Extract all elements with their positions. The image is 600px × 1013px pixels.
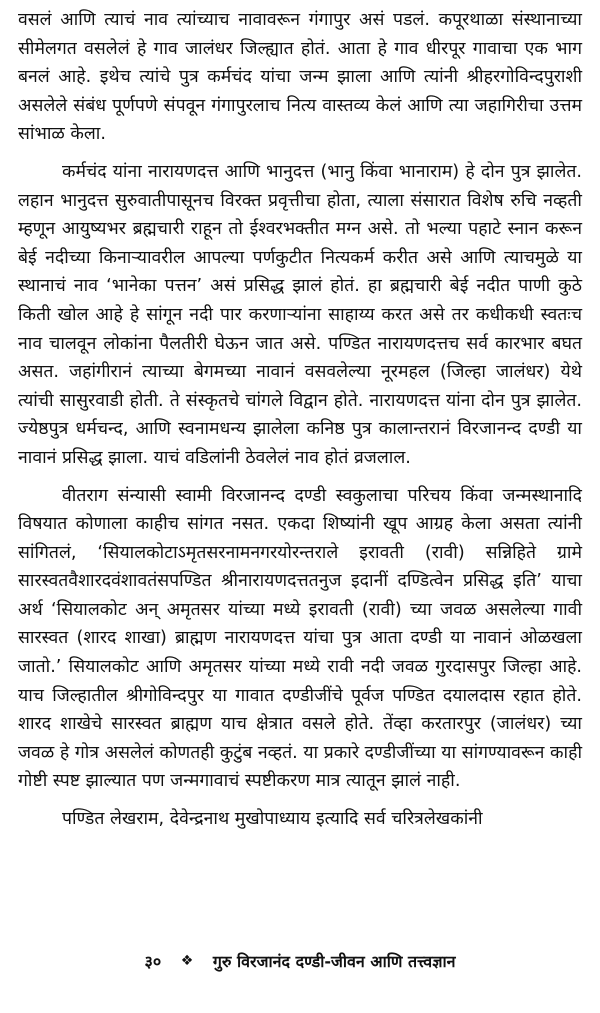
running-title: गुरु विरजानंद दण्डी-जीवन आणि तत्त्वज्ञान <box>212 952 456 971</box>
paragraph-virajanand-origin: वीतराग संन्यासी स्वामी विरजानन्द दण्डी स्वकुलाचा परिचय किंवा जन्मस्थानादि विषयात कोणाला काहीच सांगत नसत. एकदा शिष्यांनी खूप आग्रह केला असता त्यांनी सांगितलं, ‘सियालकोटाऽमृतसरनामनगरयोरन्तराले इरावती (रावी) सन्निहिते ग्रामे सारस्वतवैशारदवंशावतंसपण्डित श्रीनारायणदत्ततनुज इदानीं दण्डित्वेन प्रसिद्ध इति’ याचा अर्थ ‘सियालकोट अन् अमृतसर यांच्या मध्ये इरावती (रावी) च्या जवळ असलेल्या गावी सारस्वत (शारद शाखा) ब्राह्मण नारायणदत्त यांचा पुत्र आता दण्डी या नावानं ओळखला जातो.’ सियालकोट आणि अमृतसर यांच्या मध्ये रावी नदी जवळ गुरदासपुर जिल्हा आहे. याच जिल्हातील श्रीगोविन्दपुर या गावात दण्डीजींचे पूर्वज पण्डित दयालदास रहात होते. शारद शाखेचे सारस्वत ब्राह्मण याच क्षेत्रात वसले होते. तेंव्हा करतारपुर (जालंधर) च्या जवळ हे गोत्र असलेलं कोणतही कुटुंब नव्हतं. या प्रकारे दण्डीजींच्या या सांगण्यावरून काही गोष्टी स्पष्ट झाल्यात पण जन्मगावाचं स्पष्टीकरण मात्र त्यातून झालं नाही. <box>18 485 582 792</box>
paragraph-continuation: वसलं आणि त्याचं नाव त्यांच्याच नावावरून गंगापुर असं पडलं. कपूरथाळा संस्थानाच्या सीमेलगत वसलेलं हे गाव जालंधर जिल्ह्यात होतं. आता हे गाव धीरपूर गावाचा एक भाग बनलं आहे. इथेच त्यांचे पुत्र कर्मचंद यांचा जन्म झाला आणि त्यांनी श्रीहरगोविन्दपुराशी असलेले संबंध पूर्णपणे संपवून गंगापुरलाच नित्य वास्तव्य केलं आणि त्या जहागिरीचा उत्तम सांभाळ केला. <box>18 10 582 145</box>
ornament-icon: ❖ <box>180 953 194 969</box>
page-number: ३० <box>144 952 162 971</box>
paragraph-karmachand-sons: कर्मचंद यांना नारायणदत्त आणि भानुदत्त (भानु किंवा भानाराम) हे दोन पुत्र झालेत. लहान भानुदत्त सुरुवातीपासूनच विरक्त प्रवृत्तीचा होता, त्याला संसारात विशेष रुचि नव्हती म्हणून आयुष्यभर ब्रह्मचारी राहून तो ईश्वरभक्तीत मग्न असे. तो भल्या पहाटे स्नान करून बेई नदीच्या किनाऱ्यावरील आपल्या पर्णकुटीत नित्यकर्म करीत असे आणि त्याचमुळे या स्थानाचं नाव ‘भानेका पत्तन’ असं प्रसिद्ध झालं होतं. हा ब्रह्मचारी बेई नदीत पाणी कुठे किती खोल आहे हे सांगून नदी पार करणाऱ्यांना साहाय्य करत असे तर कधीकधी स्वतःच नाव चालवून लोकांना पैलतीरी घेऊन जात असे. पण्डित नारायणदत्तच सर्व कारभार बघत असत. जहांगीरानं त्याच्या बेगमच्या नावानं वसवलेल्या नूरमहल (जिल्हा जालंधर) येथे त्यांची सासुरवाडी होती. ते संस्कृतचे चांगले विद्वान होते. नारायणदत्त यांना दोन पुत्र झालेत. ज्येष्ठपुत्र धर्मचन्द, आणि स्वनामधन्य झालेला कनिष्ठ पुत्र कालान्तरानं विरजानन्द दण्डी या नावानं प्रसिद्ध झाला. याचं वडिलांनी ठेवलेलं नाव होतं व्रजलाल. <box>18 161 582 468</box>
paragraph-biographers: पण्डित लेखराम, देवेन्द्रनाथ मुखोपाध्याय इत्यादि सर्व चरित्रलेखकांनी <box>62 809 483 830</box>
page-footer <box>0 950 600 972</box>
